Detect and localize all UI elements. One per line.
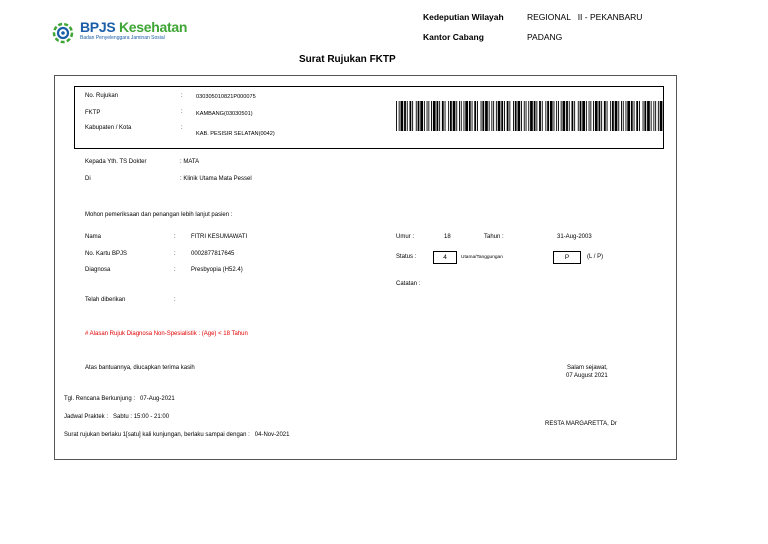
fktp-value: KAMBANG(03030501)	[196, 111, 253, 117]
practice-schedule: Jadwal Praktek : Sabtu : 15:00 - 21:00	[64, 414, 170, 420]
bpjs-logo-icon	[52, 22, 74, 44]
brand-name-2: Kesehatan	[118, 19, 188, 35]
diagnosis-label: Diagnosa	[85, 267, 111, 273]
given-label: Telah diberikan	[85, 297, 126, 303]
doc-title: Surat Rujukan FKTP	[299, 54, 396, 65]
age-value: 18	[444, 234, 451, 240]
recipient-value: : MATA	[180, 159, 200, 165]
branch-label: Kantor Cabang	[423, 32, 484, 42]
dob-value: 31-Aug-2003	[557, 234, 592, 240]
age-label: Umur :	[396, 234, 414, 240]
visit-plan: Tgl. Rencana Berkunjung : 07-Aug-2021	[64, 396, 175, 402]
barcode-icon	[396, 101, 663, 131]
status-box: 4	[433, 251, 457, 264]
brand-name: BPJS	[80, 19, 116, 35]
request-text: Mohon pemeriksaan dan penangan lebih lanjut pasien :	[85, 212, 233, 218]
ref-no-value: 030305010821P000075	[196, 94, 256, 100]
kab-value: KAB. PESISIR SELATAN(0042)	[196, 131, 275, 137]
validity-text: Surat rujukan berlaku 1[satu] kali kunjungan, berlaku sampai dengan : 04-Nov-2021	[64, 432, 290, 438]
note-label: Catatan :	[396, 281, 421, 287]
deputy-value: REGIONAL II - PEKANBARU	[527, 12, 643, 22]
letter-date: 07 August 2021	[566, 373, 608, 379]
brand-logo	[80, 20, 187, 41]
thanks-text: Atas bantuannya, diucapkan terima kasih	[85, 365, 195, 371]
sex-desc: (L / P)	[587, 254, 604, 260]
card-value: 0002877817645	[191, 251, 235, 257]
card-label: No. Kartu BPJS	[85, 251, 128, 257]
fktp-label: FKTP	[85, 110, 101, 116]
doctor-name: RESTA MARGARETTA, Dr	[545, 421, 617, 427]
deputy-label: Kedeputian Wilayah	[423, 12, 504, 22]
brand-subtitle: Badan Penyelenggara Jaminan Sosial	[80, 35, 165, 41]
recipient-label: Kepada Yth. TS Dokter	[85, 159, 147, 165]
sex-box: P	[553, 251, 581, 264]
kab-label: Kabupaten / Kota	[85, 125, 132, 131]
branch-value: PADANG	[527, 32, 563, 42]
status-desc: Utama/Tanggungan	[461, 255, 503, 260]
year-label: Tahun :	[484, 234, 504, 240]
greeting: Salam sejawat,	[567, 365, 608, 371]
diagnosis-value: Presbyopia (H52.4)	[191, 267, 243, 273]
name-label: Nama	[85, 234, 102, 240]
location-value: : Klinik Utama Mata Pessel	[180, 176, 252, 182]
name-value: FITRI KESUMAWATI	[191, 234, 248, 240]
status-label: Status :	[396, 254, 417, 260]
location-label: Di	[85, 176, 91, 182]
reason-text: # Alasan Rujuk Diagnosa Non-Spesialistik : (Age) < 18 Tahun	[85, 331, 248, 337]
ref-no-label: No. Rujukan	[85, 93, 119, 99]
